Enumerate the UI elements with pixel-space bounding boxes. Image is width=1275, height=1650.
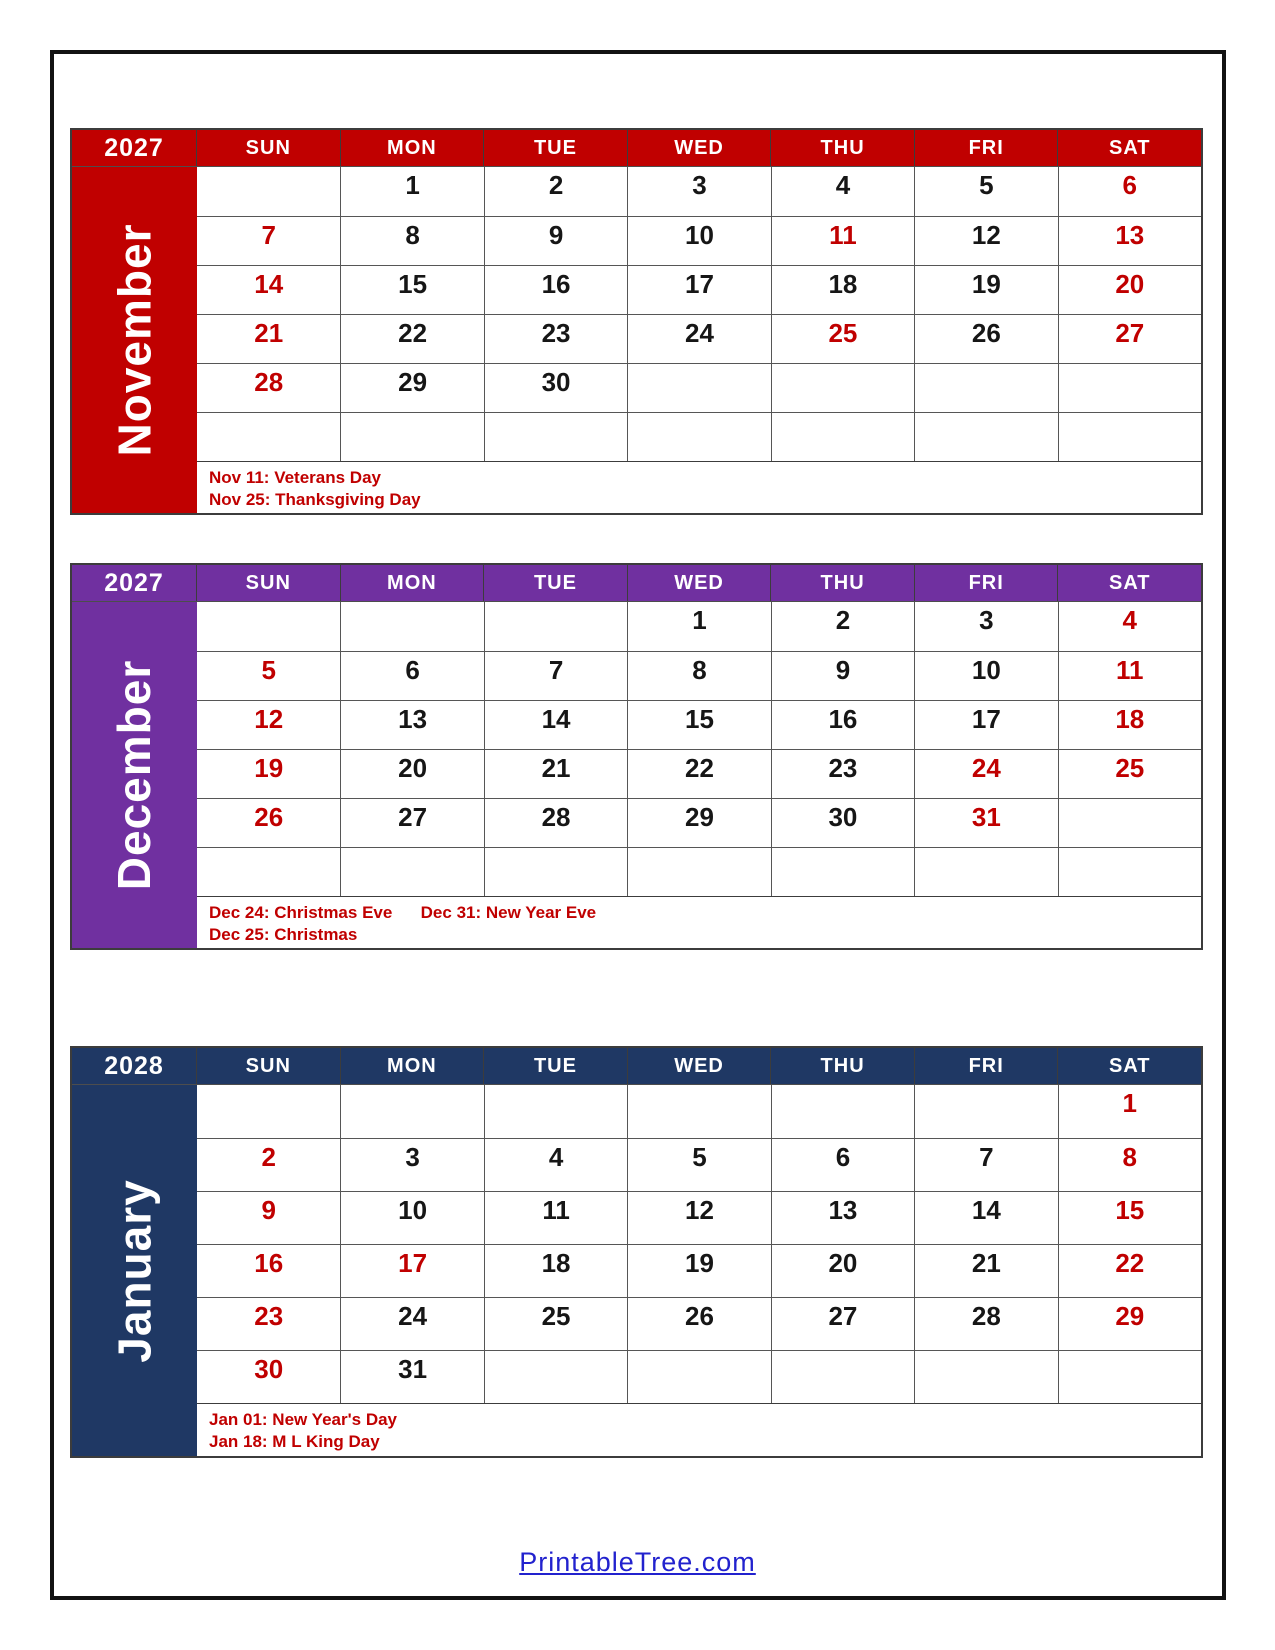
day-cell-23: 23 [484, 314, 627, 363]
day-cell-4: 4 [1058, 602, 1201, 651]
weekday-header-sun: SUN [197, 565, 340, 601]
date-grid [197, 167, 1201, 461]
day-cell-19: 19 [914, 265, 1057, 314]
day-cell-24: 24 [340, 1297, 483, 1350]
calendar-december-2027 [70, 563, 1203, 950]
january-body [72, 1085, 1201, 1456]
day-cell-13: 13 [1058, 216, 1201, 265]
holiday-line: Dec 25: Christmas [209, 925, 358, 944]
day-cell-28: 28 [484, 798, 627, 847]
holiday-line: Nov 11: Veterans Day [209, 468, 381, 487]
day-cell-31: 31 [340, 1350, 483, 1403]
weekday-header-sat: SAT [1057, 565, 1201, 601]
day-cell-8: 8 [340, 216, 483, 265]
day-cell-16: 16 [484, 265, 627, 314]
day-cell-25: 25 [484, 1297, 627, 1350]
weekday-header-mon: MON [340, 565, 484, 601]
day-cell-25: 25 [1058, 749, 1201, 798]
weekday-header-thu: THU [770, 130, 914, 166]
day-cell-empty [1058, 1350, 1201, 1403]
day-cell-empty [197, 412, 340, 461]
weekday-header-mon: MON [340, 130, 484, 166]
day-cell-10: 10 [627, 216, 770, 265]
day-cell-16: 16 [197, 1244, 340, 1297]
weekday-header-tue: TUE [483, 1048, 627, 1084]
month-name-label: December [108, 659, 161, 891]
day-cell-empty [197, 1085, 340, 1138]
day-cell-3: 3 [340, 1138, 483, 1191]
december-header-row [72, 565, 1201, 602]
weekday-header-wed: WED [627, 130, 771, 166]
day-cell-empty [771, 412, 914, 461]
day-cell-2: 2 [197, 1138, 340, 1191]
day-cell-13: 13 [340, 700, 483, 749]
day-cell-empty [627, 847, 770, 896]
weekday-header-wed: WED [627, 1048, 771, 1084]
day-cell-15: 15 [340, 265, 483, 314]
day-cell-22: 22 [627, 749, 770, 798]
day-cell-1: 1 [340, 167, 483, 216]
day-cell-empty [484, 1085, 627, 1138]
weekday-header-fri: FRI [914, 565, 1058, 601]
weekday-header-thu: THU [770, 565, 914, 601]
day-cell-empty [197, 602, 340, 651]
day-cell-5: 5 [627, 1138, 770, 1191]
day-cell-12: 12 [197, 700, 340, 749]
day-cell-7: 7 [484, 651, 627, 700]
day-cell-17: 17 [627, 265, 770, 314]
day-cell-3: 3 [627, 167, 770, 216]
november-header-row [72, 130, 1201, 167]
december-holiday-area [197, 896, 1201, 948]
footer [0, 1547, 1275, 1578]
day-cell-4: 4 [771, 167, 914, 216]
january-holiday-area [197, 1403, 1201, 1456]
weekday-header-thu: THU [770, 1048, 914, 1084]
calendar-january-2028 [70, 1046, 1203, 1458]
day-cell-11: 11 [484, 1191, 627, 1244]
day-cell-7: 7 [914, 1138, 1057, 1191]
day-cell-1: 1 [627, 602, 770, 651]
day-cell-23: 23 [771, 749, 914, 798]
day-cell-24: 24 [627, 314, 770, 363]
day-cell-12: 12 [627, 1191, 770, 1244]
day-cell-15: 15 [1058, 1191, 1201, 1244]
day-cell-21: 21 [484, 749, 627, 798]
day-cell-9: 9 [771, 651, 914, 700]
holiday-line: Nov 25: Thanksgiving Day [209, 490, 421, 509]
day-cell-27: 27 [340, 798, 483, 847]
day-cell-empty [914, 412, 1057, 461]
december-body [72, 602, 1201, 948]
day-cell-6: 6 [340, 651, 483, 700]
day-cell-empty [627, 363, 770, 412]
day-cell-13: 13 [771, 1191, 914, 1244]
day-cell-9: 9 [197, 1191, 340, 1244]
day-cell-26: 26 [627, 1297, 770, 1350]
printabletree-link[interactable]: PrintableTree.com [519, 1547, 756, 1577]
day-cell-5: 5 [197, 651, 340, 700]
day-cell-empty [771, 847, 914, 896]
january-year-label: 2028 [72, 1048, 197, 1084]
day-cell-empty [197, 847, 340, 896]
day-cell-empty [1058, 363, 1201, 412]
day-cell-empty [340, 1085, 483, 1138]
day-cell-30: 30 [197, 1350, 340, 1403]
day-cell-empty [1058, 412, 1201, 461]
day-cell-7: 7 [197, 216, 340, 265]
day-cell-27: 27 [1058, 314, 1201, 363]
day-cell-empty [771, 363, 914, 412]
holiday-line: Dec 24: Christmas Eve Dec 31: New Year Eve [209, 903, 597, 922]
day-cell-30: 30 [484, 363, 627, 412]
november-body [72, 167, 1201, 513]
day-cell-empty [197, 167, 340, 216]
day-cell-6: 6 [1058, 167, 1201, 216]
day-cell-17: 17 [914, 700, 1057, 749]
day-cell-26: 26 [197, 798, 340, 847]
day-cell-empty [771, 1085, 914, 1138]
day-cell-21: 21 [197, 314, 340, 363]
day-cell-29: 29 [340, 363, 483, 412]
day-cell-8: 8 [1058, 1138, 1201, 1191]
day-cell-empty [627, 1350, 770, 1403]
day-cell-empty [340, 602, 483, 651]
november-sidebar [72, 167, 197, 513]
weekday-header-fri: FRI [914, 1048, 1058, 1084]
day-cell-26: 26 [914, 314, 1057, 363]
weekday-header-wed: WED [627, 565, 771, 601]
day-cell-19: 19 [627, 1244, 770, 1297]
day-cell-14: 14 [484, 700, 627, 749]
weekday-header-sat: SAT [1057, 130, 1201, 166]
day-cell-29: 29 [627, 798, 770, 847]
day-cell-empty [914, 1085, 1057, 1138]
day-cell-2: 2 [484, 167, 627, 216]
weekday-header-tue: TUE [483, 130, 627, 166]
day-cell-empty [1058, 798, 1201, 847]
day-cell-10: 10 [340, 1191, 483, 1244]
weekday-header-mon: MON [340, 1048, 484, 1084]
weekday-header-sun: SUN [197, 130, 340, 166]
calendar-november-2027 [70, 128, 1203, 515]
day-cell-28: 28 [914, 1297, 1057, 1350]
weekday-header-sat: SAT [1057, 1048, 1201, 1084]
day-cell-15: 15 [627, 700, 770, 749]
day-cell-20: 20 [1058, 265, 1201, 314]
holiday-line: Jan 01: New Year's Day [209, 1410, 398, 1429]
day-cell-18: 18 [771, 265, 914, 314]
holiday-line: Jan 18: M L King Day [209, 1432, 380, 1451]
month-name-label: November [108, 223, 161, 457]
day-cell-empty [914, 847, 1057, 896]
day-cell-empty [484, 412, 627, 461]
date-grid [197, 602, 1201, 896]
day-cell-empty [484, 1350, 627, 1403]
day-cell-25: 25 [771, 314, 914, 363]
day-cell-31: 31 [914, 798, 1057, 847]
day-cell-10: 10 [914, 651, 1057, 700]
date-grid [197, 1085, 1201, 1403]
day-cell-18: 18 [1058, 700, 1201, 749]
day-cell-6: 6 [771, 1138, 914, 1191]
day-cell-empty [340, 412, 483, 461]
day-cell-2: 2 [771, 602, 914, 651]
day-cell-empty [771, 1350, 914, 1403]
day-cell-21: 21 [914, 1244, 1057, 1297]
day-cell-3: 3 [914, 602, 1057, 651]
december-sidebar [72, 602, 197, 948]
january-header-row [72, 1048, 1201, 1085]
day-cell-1: 1 [1058, 1085, 1201, 1138]
day-cell-empty [627, 1085, 770, 1138]
day-cell-empty [484, 602, 627, 651]
day-cell-8: 8 [627, 651, 770, 700]
day-cell-19: 19 [197, 749, 340, 798]
day-cell-11: 11 [1058, 651, 1201, 700]
day-cell-empty [914, 363, 1057, 412]
day-cell-11: 11 [771, 216, 914, 265]
day-cell-14: 14 [914, 1191, 1057, 1244]
day-cell-14: 14 [197, 265, 340, 314]
day-cell-5: 5 [914, 167, 1057, 216]
january-sidebar [72, 1085, 197, 1456]
day-cell-9: 9 [484, 216, 627, 265]
day-cell-empty [484, 847, 627, 896]
day-cell-20: 20 [771, 1244, 914, 1297]
day-cell-22: 22 [340, 314, 483, 363]
day-cell-18: 18 [484, 1244, 627, 1297]
day-cell-empty [340, 847, 483, 896]
day-cell-24: 24 [914, 749, 1057, 798]
day-cell-30: 30 [771, 798, 914, 847]
day-cell-empty [914, 1350, 1057, 1403]
day-cell-16: 16 [771, 700, 914, 749]
weekday-header-sun: SUN [197, 1048, 340, 1084]
day-cell-29: 29 [1058, 1297, 1201, 1350]
november-holiday-area [197, 461, 1201, 513]
month-name-label: January [108, 1178, 161, 1363]
weekday-header-tue: TUE [483, 565, 627, 601]
december-year-label: 2027 [72, 565, 197, 601]
day-cell-empty [627, 412, 770, 461]
weekday-header-fri: FRI [914, 130, 1058, 166]
day-cell-empty [1058, 847, 1201, 896]
november-year-label: 2027 [72, 130, 197, 166]
day-cell-28: 28 [197, 363, 340, 412]
day-cell-17: 17 [340, 1244, 483, 1297]
day-cell-20: 20 [340, 749, 483, 798]
day-cell-4: 4 [484, 1138, 627, 1191]
day-cell-23: 23 [197, 1297, 340, 1350]
day-cell-27: 27 [771, 1297, 914, 1350]
day-cell-22: 22 [1058, 1244, 1201, 1297]
day-cell-12: 12 [914, 216, 1057, 265]
